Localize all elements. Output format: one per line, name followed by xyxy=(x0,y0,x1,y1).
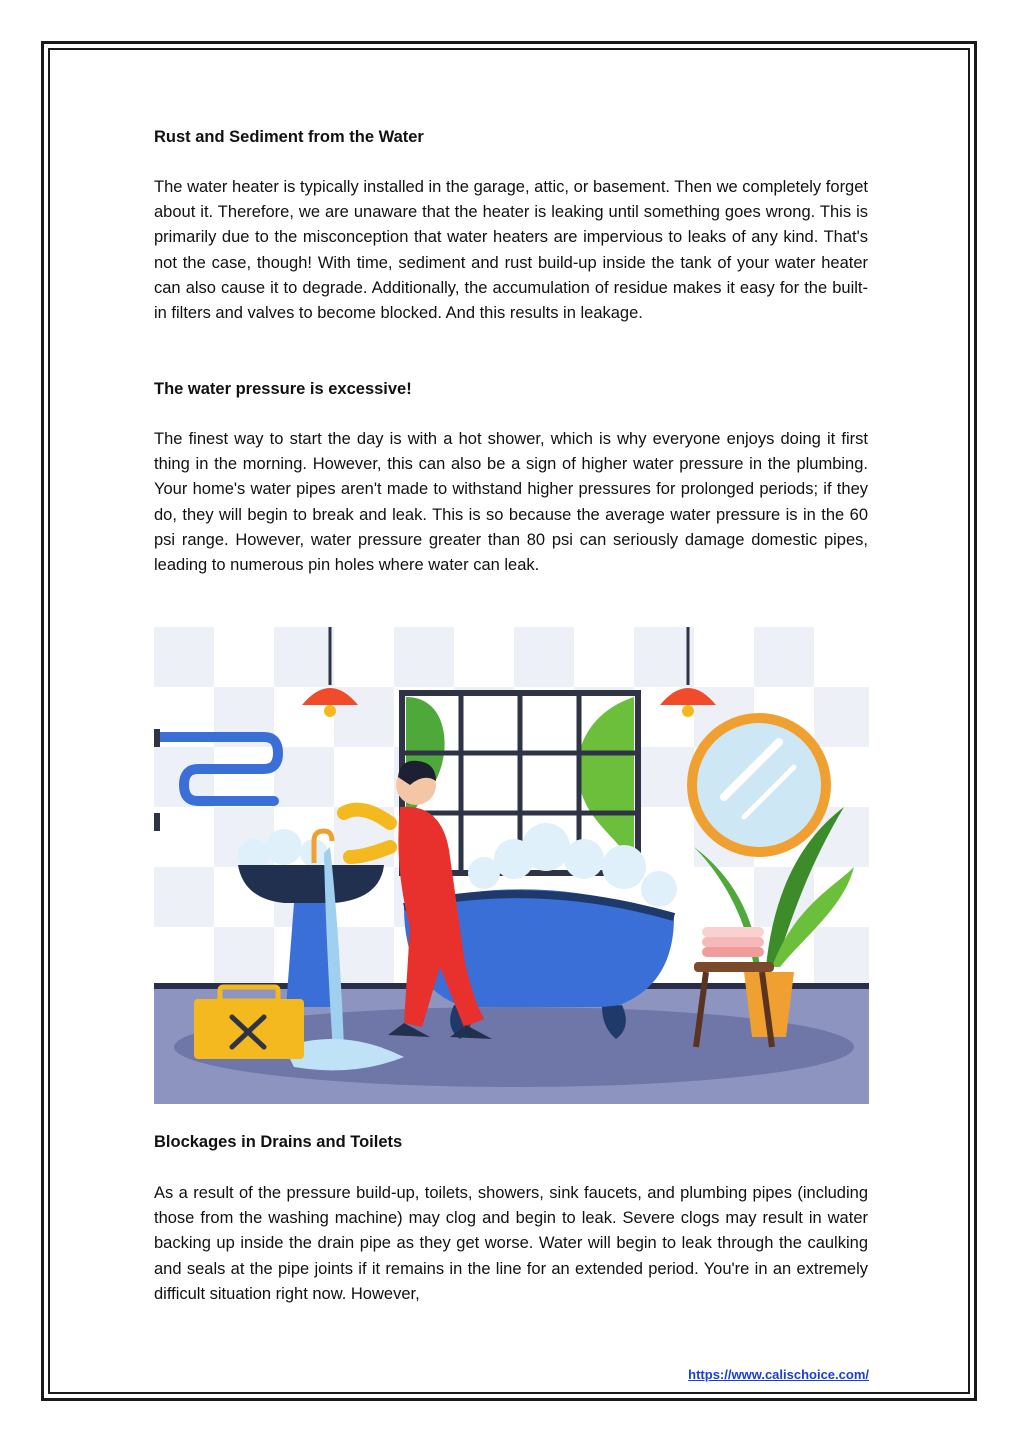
footer-website-link[interactable]: https://www.calischoice.com/ xyxy=(688,1367,869,1382)
paragraph-drain-blockages: As a result of the pressure build-up, toilets, showers, sink faucets, and plumbing pipes (including those from the washing machine) may clog and begin to leak. Severe clogs may result in water backing up inside the drain pipe as they get worse. Water will begin to leak through the caulking and seals at the pipe joints if it remains in the line for an extended period. You're in an extremely difficult situation right now. However, xyxy=(154,1184,868,1303)
heading-water-pressure: The water pressure is excessive! xyxy=(154,380,412,398)
heading-rust-sediment: Rust and Sediment from the Water xyxy=(154,128,424,146)
paragraph-rust-sediment: The water heater is typically installed in the garage, attic, or basement. Then we completely forget about it. Therefore, we are unaware that the heater is leaking until something goes wrong. This is primarily due to the misconception that water heaters are impervious to leaks of any kind. That's not the case, though! With time, sediment and rust build-up inside the tank of your water heater can also cause it to degrade. Additionally, the accumulation of residue makes it easy for the built-in filters and valves to become blocked. And this results in leakage. xyxy=(154,178,868,323)
heading-drain-blockages: Blockages in Drains and Toilets xyxy=(154,1133,403,1151)
paragraph-water-pressure: The finest way to start the day is with a hot shower, which is why everyone enjoys doing it first thing in the morning. However, this can also be a sign of higher water pressure in the plumbing. Your home's water pipes aren't made to withstand higher pressures for prolonged periods; if they do, they will begin to break and leak. This is so because the average water pressure is in the 60 psi range. However, water pressure greater than 80 psi can seriously damage domestic pipes, leading to numerous pin holes where water can leak. xyxy=(154,430,868,575)
plumber-bathroom-illustration xyxy=(154,627,869,1104)
